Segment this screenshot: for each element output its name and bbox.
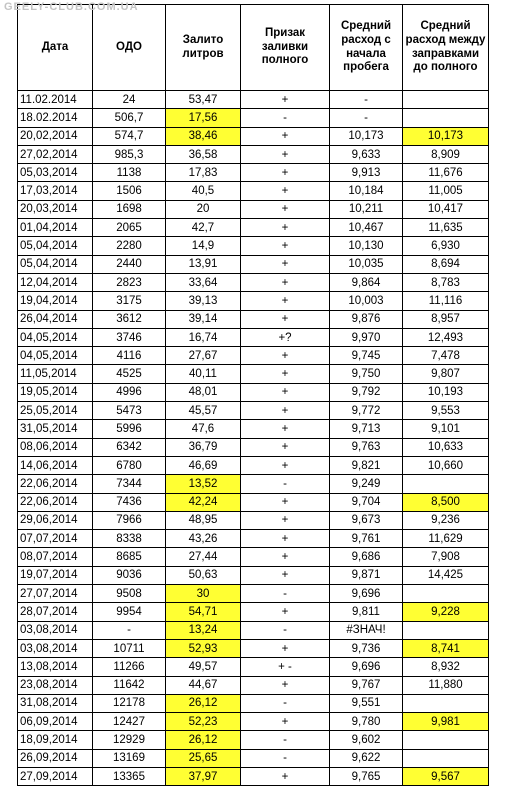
- avg-between-fills-cell: 8,932: [403, 658, 489, 676]
- table-row: [18, 347, 489, 365]
- date-cell: 05,04,2014: [18, 255, 93, 273]
- table-row: [18, 127, 489, 145]
- full-flag-cell: -: [241, 621, 330, 639]
- liters-cell: 46,69: [166, 456, 241, 474]
- odometer-cell: 4116: [93, 347, 166, 365]
- full-flag-cell: +: [241, 310, 330, 328]
- liters-cell: 38,46: [166, 127, 241, 145]
- avg-since-start-cell: 9,767: [330, 676, 403, 694]
- date-cell: 19,07,2014: [18, 566, 93, 584]
- avg-between-fills-cell: [403, 621, 489, 639]
- liters-cell: 48,95: [166, 511, 241, 529]
- avg-since-start-cell: 9,811: [330, 603, 403, 621]
- avg-since-start-cell: #ЗНАЧ!: [330, 621, 403, 639]
- odometer-cell: 5996: [93, 420, 166, 438]
- table-row: [18, 182, 489, 200]
- avg-between-fills-cell: [403, 475, 489, 493]
- avg-since-start-cell: 9,673: [330, 511, 403, 529]
- date-cell: 29,06,2014: [18, 511, 93, 529]
- liters-cell: 16,74: [166, 328, 241, 346]
- date-cell: 23,08,2014: [18, 676, 93, 694]
- odometer-cell: 13365: [93, 767, 166, 785]
- avg-between-fills-cell: 8,500: [403, 493, 489, 511]
- table-row: [18, 383, 489, 401]
- header-row: [18, 5, 489, 91]
- table-row: [18, 255, 489, 273]
- date-cell: 31,08,2014: [18, 694, 93, 712]
- avg-between-fills-cell: 11,629: [403, 530, 489, 548]
- avg-since-start-cell: 9,696: [330, 658, 403, 676]
- date-cell: 22,06,2014: [18, 475, 93, 493]
- date-cell: 27,07,2014: [18, 585, 93, 603]
- full-flag-cell: +: [241, 438, 330, 456]
- avg-between-fills-cell: 10,633: [403, 438, 489, 456]
- table-row: [18, 676, 489, 694]
- avg-between-fills-cell: 9,236: [403, 511, 489, 529]
- odometer-cell: 12178: [93, 694, 166, 712]
- date-cell: 01,04,2014: [18, 219, 93, 237]
- avg-between-fills-cell: [403, 694, 489, 712]
- table-row: [18, 603, 489, 621]
- full-flag-cell: + -: [241, 658, 330, 676]
- liters-cell: 13,52: [166, 475, 241, 493]
- avg-between-fills-cell: [403, 109, 489, 127]
- liters-cell: 54,71: [166, 603, 241, 621]
- liters-cell: 44,67: [166, 676, 241, 694]
- date-cell: 03,08,2014: [18, 621, 93, 639]
- full-flag-cell: +: [241, 639, 330, 657]
- odometer-cell: 11266: [93, 658, 166, 676]
- table-row: [18, 475, 489, 493]
- avg-since-start-cell: 10,035: [330, 255, 403, 273]
- liters-cell: 49,57: [166, 658, 241, 676]
- table-row: [18, 164, 489, 182]
- avg-since-start-cell: 9,696: [330, 585, 403, 603]
- full-flag-cell: +: [241, 145, 330, 163]
- avg-since-start-cell: 9,913: [330, 164, 403, 182]
- odometer-cell: 506,7: [93, 109, 166, 127]
- odometer-cell: 12427: [93, 713, 166, 731]
- avg-since-start-cell: 9,713: [330, 420, 403, 438]
- avg-since-start-cell: 9,551: [330, 694, 403, 712]
- liters-cell: 50,63: [166, 566, 241, 584]
- full-flag-cell: +: [241, 182, 330, 200]
- full-flag-cell: +: [241, 365, 330, 383]
- table-row: [18, 109, 489, 127]
- liters-cell: 36,58: [166, 145, 241, 163]
- odometer-cell: 13169: [93, 749, 166, 767]
- odometer-cell: 6780: [93, 456, 166, 474]
- table-row: [18, 493, 489, 511]
- liters-cell: 33,64: [166, 273, 241, 291]
- full-flag-cell: +: [241, 420, 330, 438]
- odometer-cell: 11642: [93, 676, 166, 694]
- avg-since-start-cell: 9,686: [330, 548, 403, 566]
- header-avg-since-start: Средний расход с начала пробега: [330, 5, 403, 91]
- table-row: [18, 548, 489, 566]
- liters-cell: 13,91: [166, 255, 241, 273]
- avg-since-start-cell: 9,780: [330, 713, 403, 731]
- avg-between-fills-cell: 9,101: [403, 420, 489, 438]
- date-cell: 17,03,2014: [18, 182, 93, 200]
- full-flag-cell: +: [241, 219, 330, 237]
- avg-since-start-cell: 9,622: [330, 749, 403, 767]
- avg-between-fills-cell: 8,694: [403, 255, 489, 273]
- date-cell: 06,09,2014: [18, 713, 93, 731]
- avg-since-start-cell: 9,772: [330, 402, 403, 420]
- full-flag-cell: +: [241, 530, 330, 548]
- liters-cell: 25,65: [166, 749, 241, 767]
- full-flag-cell: +: [241, 676, 330, 694]
- watermark: GEELY-CLUB.COM.UA: [4, 1, 139, 13]
- liters-cell: 43,26: [166, 530, 241, 548]
- avg-between-fills-cell: 11,635: [403, 219, 489, 237]
- odometer-cell: 2065: [93, 219, 166, 237]
- odometer-cell: 9954: [93, 603, 166, 621]
- avg-since-start-cell: 10,467: [330, 219, 403, 237]
- avg-since-start-cell: 9,750: [330, 365, 403, 383]
- liters-cell: 27,44: [166, 548, 241, 566]
- liters-cell: 45,57: [166, 402, 241, 420]
- liters-cell: 53,47: [166, 91, 241, 109]
- odometer-cell: 1138: [93, 164, 166, 182]
- full-flag-cell: +: [241, 402, 330, 420]
- avg-between-fills-cell: 8,957: [403, 310, 489, 328]
- table-row: [18, 237, 489, 255]
- table-row: [18, 328, 489, 346]
- odometer-cell: -: [93, 621, 166, 639]
- table-row: [18, 713, 489, 731]
- liters-cell: 39,14: [166, 310, 241, 328]
- full-flag-cell: +: [241, 383, 330, 401]
- liters-cell: 52,23: [166, 713, 241, 731]
- date-cell: 03,08,2014: [18, 639, 93, 657]
- liters-cell: 14,9: [166, 237, 241, 255]
- odometer-cell: 4525: [93, 365, 166, 383]
- date-cell: 12,04,2014: [18, 273, 93, 291]
- full-flag-cell: -: [241, 694, 330, 712]
- table-row: [18, 402, 489, 420]
- table-row: [18, 767, 489, 785]
- header-liters: Залито литров: [166, 5, 241, 91]
- liters-cell: 17,56: [166, 109, 241, 127]
- liters-cell: 48,01: [166, 383, 241, 401]
- avg-between-fills-cell: [403, 731, 489, 749]
- table-row: [18, 456, 489, 474]
- full-flag-cell: -: [241, 475, 330, 493]
- date-cell: 11,05,2014: [18, 365, 93, 383]
- table-row: [18, 145, 489, 163]
- odometer-cell: 9036: [93, 566, 166, 584]
- full-flag-cell: +: [241, 255, 330, 273]
- full-flag-cell: +: [241, 91, 330, 109]
- table-row: [18, 731, 489, 749]
- full-flag-cell: +?: [241, 328, 330, 346]
- date-cell: 05,03,2014: [18, 164, 93, 182]
- avg-since-start-cell: 9,745: [330, 347, 403, 365]
- liters-cell: 30: [166, 585, 241, 603]
- liters-cell: 40,5: [166, 182, 241, 200]
- table-row: [18, 566, 489, 584]
- liters-cell: 42,7: [166, 219, 241, 237]
- avg-since-start-cell: 9,633: [330, 145, 403, 163]
- liters-cell: 37,97: [166, 767, 241, 785]
- liters-cell: 40,11: [166, 365, 241, 383]
- avg-between-fills-cell: 10,660: [403, 456, 489, 474]
- odometer-cell: 7436: [93, 493, 166, 511]
- avg-since-start-cell: 9,821: [330, 456, 403, 474]
- full-flag-cell: +: [241, 347, 330, 365]
- odometer-cell: 3746: [93, 328, 166, 346]
- avg-between-fills-cell: 8,909: [403, 145, 489, 163]
- liters-cell: 42,24: [166, 493, 241, 511]
- table-row: [18, 420, 489, 438]
- avg-since-start-cell: 9,704: [330, 493, 403, 511]
- date-cell: 05,04,2014: [18, 237, 93, 255]
- header-odometer: ОДО: [93, 5, 166, 91]
- avg-since-start-cell: 10,173: [330, 127, 403, 145]
- date-cell: 31,05,2014: [18, 420, 93, 438]
- date-cell: 14,06,2014: [18, 456, 93, 474]
- table-row: [18, 200, 489, 218]
- full-flag-cell: +: [241, 767, 330, 785]
- odometer-cell: 10711: [93, 639, 166, 657]
- date-cell: 27,02,2014: [18, 145, 93, 163]
- avg-between-fills-cell: 12,493: [403, 328, 489, 346]
- liters-cell: 17,83: [166, 164, 241, 182]
- full-flag-cell: -: [241, 749, 330, 767]
- avg-between-fills-cell: 14,425: [403, 566, 489, 584]
- avg-since-start-cell: 9,864: [330, 273, 403, 291]
- odometer-cell: 7344: [93, 475, 166, 493]
- avg-since-start-cell: 10,211: [330, 200, 403, 218]
- table-row: [18, 292, 489, 310]
- odometer-cell: 2280: [93, 237, 166, 255]
- avg-between-fills-cell: 11,880: [403, 676, 489, 694]
- odometer-cell: 2440: [93, 255, 166, 273]
- table-row: [18, 658, 489, 676]
- avg-between-fills-cell: [403, 585, 489, 603]
- odometer-cell: 3612: [93, 310, 166, 328]
- table-row: [18, 273, 489, 291]
- avg-between-fills-cell: 8,783: [403, 273, 489, 291]
- date-cell: 19,05,2014: [18, 383, 93, 401]
- odometer-cell: 1698: [93, 200, 166, 218]
- odometer-cell: 574,7: [93, 127, 166, 145]
- full-flag-cell: -: [241, 731, 330, 749]
- full-flag-cell: +: [241, 127, 330, 145]
- header-avg-between-fills: Средний расход между заправками до полного: [403, 5, 489, 91]
- liters-cell: 26,12: [166, 694, 241, 712]
- avg-between-fills-cell: 9,981: [403, 713, 489, 731]
- avg-between-fills-cell: 11,116: [403, 292, 489, 310]
- avg-between-fills-cell: 9,228: [403, 603, 489, 621]
- avg-since-start-cell: 10,130: [330, 237, 403, 255]
- odometer-cell: 24: [93, 91, 166, 109]
- full-flag-cell: +: [241, 548, 330, 566]
- avg-between-fills-cell: 7,908: [403, 548, 489, 566]
- avg-since-start-cell: 10,003: [330, 292, 403, 310]
- table-row: [18, 310, 489, 328]
- date-cell: 28,07,2014: [18, 603, 93, 621]
- odometer-cell: 985,3: [93, 145, 166, 163]
- avg-since-start-cell: 9,970: [330, 328, 403, 346]
- date-cell: 22,06,2014: [18, 493, 93, 511]
- full-flag-cell: +: [241, 237, 330, 255]
- table-row: [18, 639, 489, 657]
- table-row: [18, 219, 489, 237]
- date-cell: 25,05,2014: [18, 402, 93, 420]
- odometer-cell: 6342: [93, 438, 166, 456]
- full-flag-cell: +: [241, 200, 330, 218]
- date-cell: 04,05,2014: [18, 328, 93, 346]
- avg-since-start-cell: 9,763: [330, 438, 403, 456]
- full-flag-cell: +: [241, 566, 330, 584]
- full-flag-cell: -: [241, 109, 330, 127]
- avg-since-start-cell: 9,876: [330, 310, 403, 328]
- odometer-cell: 8338: [93, 530, 166, 548]
- table-row: [18, 621, 489, 639]
- avg-since-start-cell: 9,871: [330, 566, 403, 584]
- date-cell: 11.02.2014: [18, 91, 93, 109]
- avg-between-fills-cell: 7,478: [403, 347, 489, 365]
- avg-between-fills-cell: 10,417: [403, 200, 489, 218]
- date-cell: 04,05,2014: [18, 347, 93, 365]
- table-row: [18, 511, 489, 529]
- avg-between-fills-cell: 11,676: [403, 164, 489, 182]
- liters-cell: 39,13: [166, 292, 241, 310]
- avg-between-fills-cell: 9,807: [403, 365, 489, 383]
- full-flag-cell: +: [241, 511, 330, 529]
- header-date: Дата: [18, 5, 93, 91]
- odometer-cell: 1506: [93, 182, 166, 200]
- full-flag-cell: +: [241, 456, 330, 474]
- date-cell: 27,09,2014: [18, 767, 93, 785]
- avg-between-fills-cell: [403, 749, 489, 767]
- avg-between-fills-cell: 8,741: [403, 639, 489, 657]
- date-cell: 26,09,2014: [18, 749, 93, 767]
- header-full-fill-flag: Призак заливки полного: [241, 5, 330, 91]
- table-row: [18, 694, 489, 712]
- date-cell: 18.02.2014: [18, 109, 93, 127]
- avg-since-start-cell: -: [330, 91, 403, 109]
- avg-since-start-cell: 9,602: [330, 731, 403, 749]
- date-cell: 18,09,2014: [18, 731, 93, 749]
- odometer-cell: 4996: [93, 383, 166, 401]
- liters-cell: 47,6: [166, 420, 241, 438]
- avg-since-start-cell: 9,761: [330, 530, 403, 548]
- table-body: [18, 91, 489, 786]
- table-row: [18, 530, 489, 548]
- full-flag-cell: +: [241, 713, 330, 731]
- date-cell: 20,03,2014: [18, 200, 93, 218]
- liters-cell: 52,93: [166, 639, 241, 657]
- table-row: [18, 749, 489, 767]
- avg-since-start-cell: 9,792: [330, 383, 403, 401]
- full-flag-cell: +: [241, 493, 330, 511]
- odometer-cell: 8685: [93, 548, 166, 566]
- date-cell: 13,08,2014: [18, 658, 93, 676]
- avg-between-fills-cell: [403, 91, 489, 109]
- table-row: [18, 365, 489, 383]
- odometer-cell: 3175: [93, 292, 166, 310]
- odometer-cell: 7966: [93, 511, 166, 529]
- full-flag-cell: +: [241, 292, 330, 310]
- avg-between-fills-cell: 9,567: [403, 767, 489, 785]
- avg-between-fills-cell: 10,173: [403, 127, 489, 145]
- liters-cell: 13,24: [166, 621, 241, 639]
- avg-between-fills-cell: 9,553: [403, 402, 489, 420]
- table-row: [18, 438, 489, 456]
- fuel-consumption-table: [17, 4, 489, 786]
- avg-since-start-cell: 9,765: [330, 767, 403, 785]
- odometer-cell: 12929: [93, 731, 166, 749]
- table-row: [18, 585, 489, 603]
- date-cell: 08,07,2014: [18, 548, 93, 566]
- odometer-cell: 9508: [93, 585, 166, 603]
- avg-since-start-cell: -: [330, 109, 403, 127]
- liters-cell: 27,67: [166, 347, 241, 365]
- avg-since-start-cell: 9,249: [330, 475, 403, 493]
- date-cell: 19,04,2014: [18, 292, 93, 310]
- full-flag-cell: +: [241, 164, 330, 182]
- full-flag-cell: +: [241, 603, 330, 621]
- full-flag-cell: +: [241, 273, 330, 291]
- date-cell: 26,04,2014: [18, 310, 93, 328]
- avg-between-fills-cell: 6,930: [403, 237, 489, 255]
- full-flag-cell: -: [241, 585, 330, 603]
- avg-since-start-cell: 9,736: [330, 639, 403, 657]
- date-cell: 07,07,2014: [18, 530, 93, 548]
- table-row: [18, 91, 489, 109]
- liters-cell: 20: [166, 200, 241, 218]
- avg-between-fills-cell: 11,005: [403, 182, 489, 200]
- avg-between-fills-cell: 10,193: [403, 383, 489, 401]
- date-cell: 08,06,2014: [18, 438, 93, 456]
- odometer-cell: 5473: [93, 402, 166, 420]
- liters-cell: 36,79: [166, 438, 241, 456]
- liters-cell: 26,12: [166, 731, 241, 749]
- avg-since-start-cell: 10,184: [330, 182, 403, 200]
- odometer-cell: 2823: [93, 273, 166, 291]
- date-cell: 20,02,2014: [18, 127, 93, 145]
